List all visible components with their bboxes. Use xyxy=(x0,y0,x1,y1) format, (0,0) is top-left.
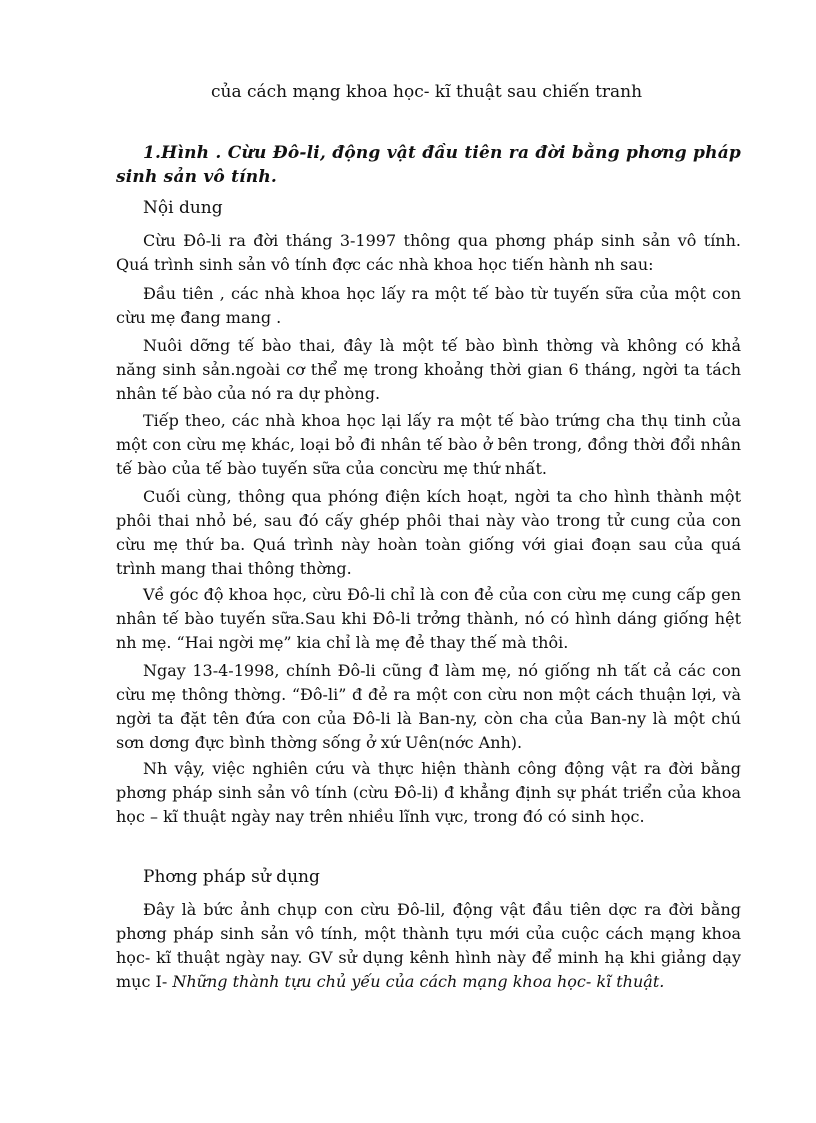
method-paragraph xyxy=(116,898,741,994)
content-paragraph-1: Cừu Đô-li ra đời tháng 3-1997 thông qua phơng pháp sinh sản vô tính. Quá trình sinh sản vô tính đợc các nhà khoa học tiến hành nh sau: xyxy=(116,231,741,274)
content-paragraph-4: Tiếp theo, các nhà khoa học lại lấy ra một tế bào trứng cha thụ tinh của một con cừu mẹ khác, loại bỏ đi nhân tế bào ở bên trong, đồng thời đổi nhân tế bào của tế bào tuyến sữa của concừu mẹ thứ nhất. xyxy=(116,411,741,478)
figure-caption: 1.Hình . Cừu Đô-li, động vật đầu tiên ra đời bằng phơng pháp sinh sản vô tính. xyxy=(116,143,741,187)
content-paragraph-7: Ngay 13-4-1998, chính Đô-li cũng đ làm mẹ, nó giống nh tất cả các con cừu mẹ thông thờng. “Đô-li” đ đẻ ra một con cừu non một cách thuận lợi, và ngời ta đặt tên đứa con của Đô-li là Ban-ny, còn cha của Ban-ny là một chú sơn dơng đực bình thờng sống ở xứ Uên(nớc Anh). xyxy=(116,661,741,752)
method-heading: Phơng pháp sử dụng xyxy=(143,867,320,887)
content-heading: Nội dung xyxy=(143,198,223,218)
document-title: của cách mạng khoa học- kĩ thuật sau chiến tranh xyxy=(211,82,643,102)
content-paragraph-2: Đầu tiên , các nhà khoa học lấy ra một tế bào từ tuyến sữa của một con cừu mẹ đang mang . xyxy=(116,284,741,327)
method-paragraph-text: Đây là bức ảnh chụp con cừu Đô-lil, động vật đầu tiên dợc ra đời bằng phơng pháp sinh sản vô tính, một thành tựu mới của cuộc cách mạng khoa học- kĩ thuật ngày nay. GV sử dụng kênh hình này để minh hạ khi giảng dạy mục I- xyxy=(116,900,741,991)
method-paragraph-italic: Những thành tựu chủ yếu của cách mạng khoa học- kĩ thuật. xyxy=(172,972,665,991)
content-paragraph-6: Về góc độ khoa học, cừu Đô-li chỉ là con đẻ của con cừu mẹ cung cấp gen nhân tế bào tuyến sữa.Sau khi Đô-li trởng thành, nó có hình dáng giống hệt nh mẹ. “Hai ngời mẹ” kia chỉ là mẹ đẻ thay thế mà thôi. xyxy=(116,585,741,652)
content-paragraph-5: Cuối cùng, thông qua phóng điện kích hoạt, ngời ta cho hình thành một phôi thai nhỏ bé, sau đó cấy ghép phôi thai này vào trong tử cung của con cừu mẹ thứ ba. Quá trình này hoàn toàn giống với giai đoạn sau của quá trình mang thai thông thờng. xyxy=(116,487,741,578)
content-paragraph-3: Nuôi dỡng tế bào thai, đây là một tế bào bình thờng và không có khả năng sinh sản.ngoài cơ thể mẹ trong khoảng thời gian 6 tháng, ngời ta tách nhân tế bào của nó ra dự phòng. xyxy=(116,336,741,403)
content-paragraph-8: Nh vậy, việc nghiên cứu và thực hiện thành công động vật ra đời bằng phơng pháp sinh sản vô tính (cừu Đô-li) đ khẳng định sự phát triển của khoa học – kĩ thuật ngày nay trên nhiều lĩnh vực, trong đó có sinh học. xyxy=(116,759,741,826)
